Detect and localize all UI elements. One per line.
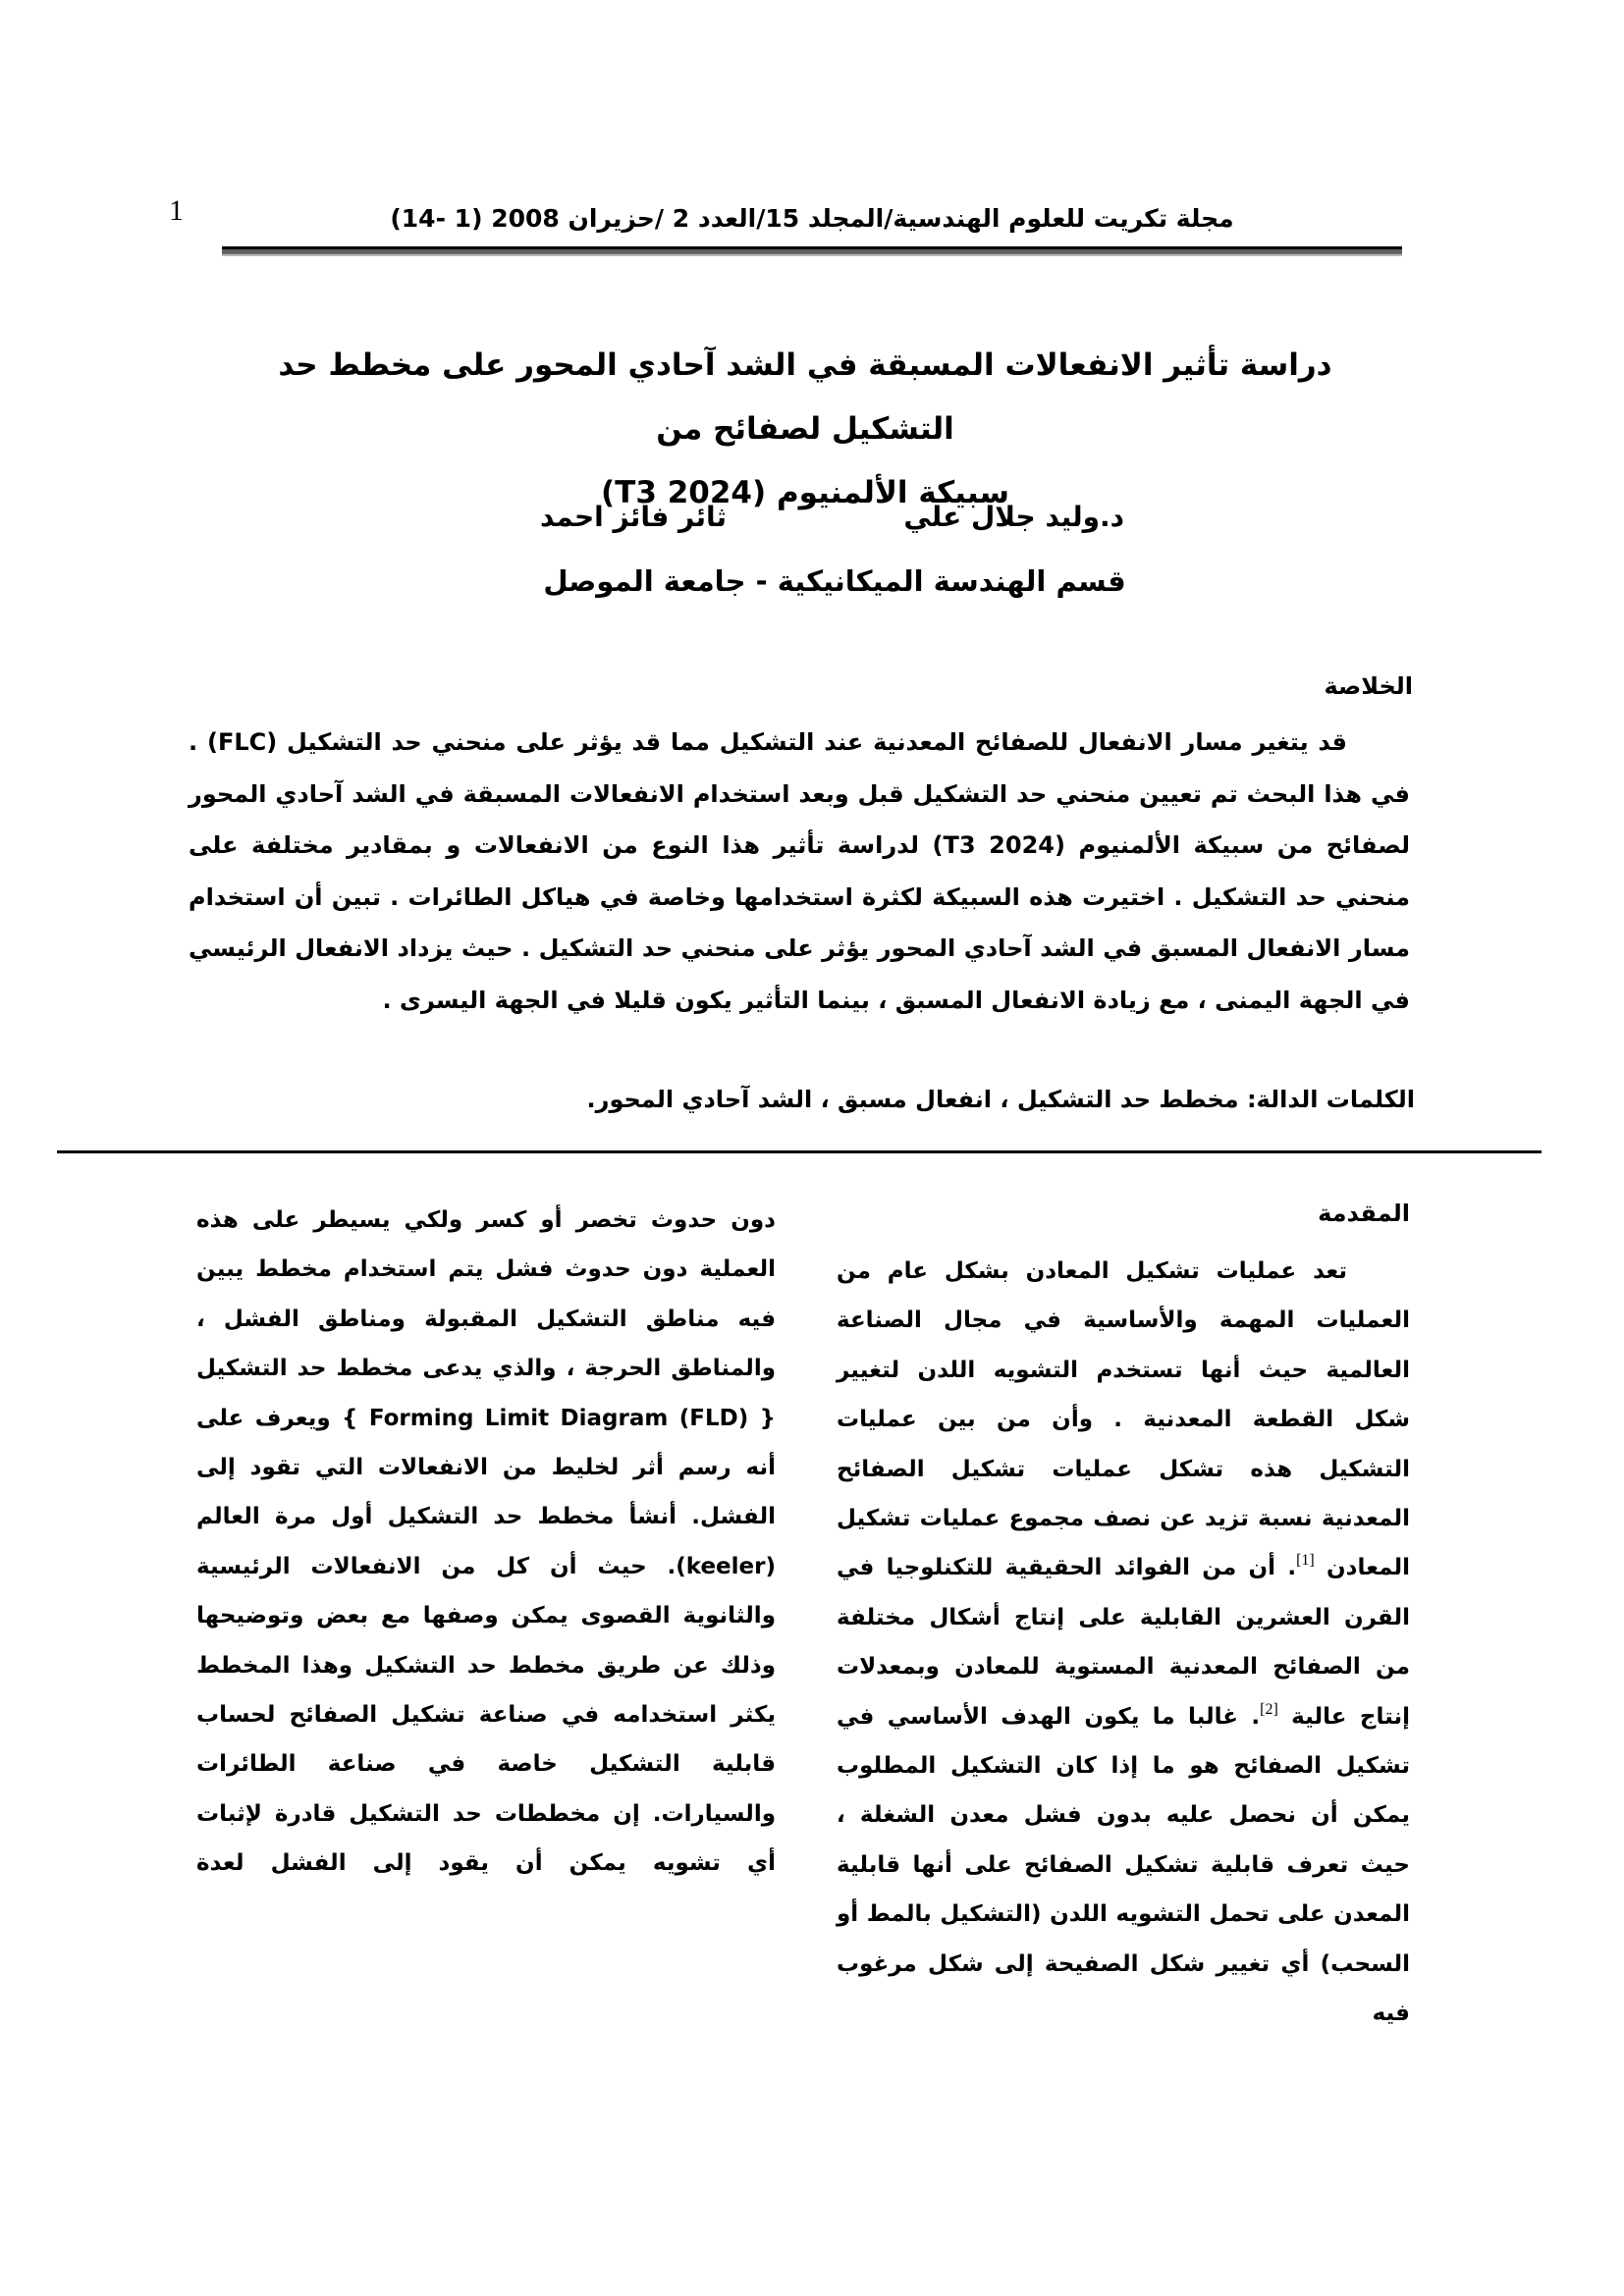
introduction-heading: المقدمة	[1318, 1200, 1410, 1227]
keywords-text: مخطط حد التشكيل ، انفعال مسبق ، الشد آحادي المحور.	[586, 1086, 1247, 1113]
header-rule	[222, 246, 1402, 256]
page-number: 1	[169, 194, 184, 227]
intro-continued-text: دون حدوث تخصر أو كسر ولكي يسيطر على هذه العملية دون حدوث فشل يتم استخدام مخطط يبين فيه مناطق التشكيل المقبولة ومناطق الفشل ، والمناطق الحرجة ، والذي يدعى مخطط حد التشكيل { (FLD) Forming Limit Diagram } ويعرف على أنه رسم أثر لخليط من الانفعالات التي تقود إلى الفشل. أنشأ مخطط حد التشكيل أول مرة العالم (keeler). حيث أن كل من الانفعالات الرئيسية والثانوية القصوى يمكن وصفها مع بعض وتوضيحها وذلك عن طريق مخطط حد التشكيل وهذا المخطط يكثر استخدامه في صناعة تشكيل الصفائح لحساب قابلية التشكيل خاصة في صناعة الطائرات والسيارات. إن مخططات حد التشكيل قادرة لإثبات أي تشويه يمكن أن يقود إلى الفشل لعدة	[196, 1207, 776, 1877]
author-name: ثائر فائز احمد	[540, 501, 727, 533]
keywords-label: الكلمات الدالة:	[1246, 1086, 1415, 1113]
affiliation: قسم الهندسة الميكانيكية - جامعة الموصل	[543, 564, 1126, 598]
intro-text-part-3: . غالبا ما يكون الهدف الأساسي في تشكيل الصفائح هو ما إذا كان التشكيل المطلوب يمكن أن نحصل عليه بدون فشل معدن الشغلة ، حيث تعرف قابلية تشكيل الصفائح على أنها قابلية المعدن على تحمل التشويه اللدن (التشكيل بالمط أو السحب) أي تغيير شكل الصفيحة إلى شكل مرغوب فيه	[837, 1703, 1410, 2027]
citation-ref: [2]	[1260, 1700, 1278, 1718]
author-name: د.وليد جلال علي	[903, 501, 1124, 533]
citation-ref: [1]	[1296, 1552, 1315, 1570]
keywords	[587, 1086, 1415, 1113]
running-header: مجلة تكريت للعلوم الهندسية/المجلد 15/العدد 2 /حزيران 2008 (1 -14)	[390, 204, 1234, 233]
abstract-heading: الخلاصة	[1324, 672, 1413, 700]
title-line-2: سبيكة الألمنيوم (T3 2024)	[601, 475, 1009, 510]
title-line-1: دراسة تأثير الانفعالات المسبقة في الشد آحادي المحور على مخطط حد التشكيل لصفائح من	[278, 347, 1332, 447]
authors	[442, 501, 1227, 550]
abstract-text: قد يتغير مسار الانفعال للصفائح المعدنية عند التشكيل مما قد يؤثر على منحني حد التشكيل (FLC) . في هذا البحث تم تعيين منحني حد التشكيل قبل وبعد استخدام الانفعالات المسبقة في الشد آحادي المحور لصفائح من سبيكة الألمنيوم (2024 T3) لدراسة تأثير هذا النوع من الانفعالات و بمقادير مختلفة على منحني حد التشكيل . اختيرت هذه السبيكة لكثرة استخدامها وخاصة في هياكل الطائرات . تبين أن استخدام مسار الانفعال المسبق في الشد آحادي المحور يؤثر على منحني حد التشكيل . حيث يزداد الانفعال الرئيسي في الجهة اليمنى ، مع زيادة الانفعال المسبق ، بينما التأثير يكون قليلا في الجهة اليسرى .	[189, 728, 1410, 1014]
intro-text-part-2: . أن من الفوائد الحقيقية للتكنلوجيا في القرن العشرين القابلية على إنتاج أشكال مختلفة من الصفائح المعدنية المستوية للمعادن وبمعدلات إنتاج عالية	[837, 1555, 1410, 1730]
section-divider	[57, 1150, 1542, 1153]
left-column-text	[196, 1196, 776, 1889]
paper-title	[226, 334, 1384, 525]
abstract-body	[189, 717, 1410, 1026]
intro-text-part-1: تعد عمليات تشكيل المعادن بشكل عام من العمليات المهمة والأساسية في مجال الصناعة العالمية حيث أنها تستخدم التشويه اللدن لتغيير شكل القطعة المعدنية . وأن من بين عمليات التشكيل هذه تشكل عمليات تشكيل الصفائح المعدنية نسبة تزيد عن نصف مجموع عمليات تشكيل المعادن	[837, 1258, 1410, 1581]
right-column-text	[837, 1247, 1410, 2039]
